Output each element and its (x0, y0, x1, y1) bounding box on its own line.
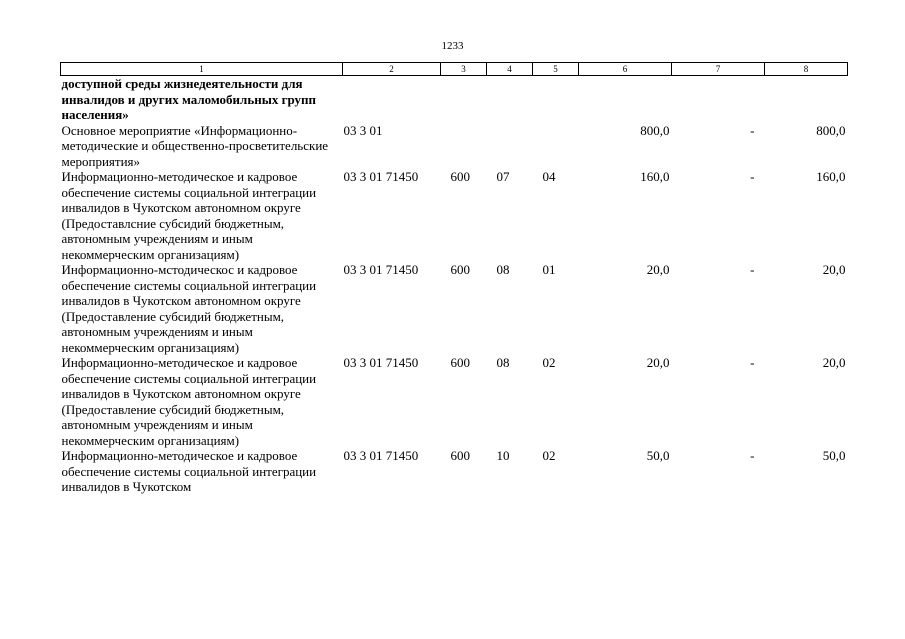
row-col-5: 02 (542, 355, 556, 370)
row-code: 03 3 01 71450 (343, 355, 419, 370)
row-name: Основное мероприятие «Информационно-методические и общественно-просветительские мероприятия» (61, 122, 329, 169)
header-col-5: 5 (533, 63, 579, 76)
row-col-3: 600 (450, 448, 470, 463)
row-col-7: - (750, 355, 755, 370)
row-code: 03 3 01 71450 (343, 169, 419, 184)
row-col-8: 20,0 (822, 355, 846, 370)
row-name: доступной среды жизнедеятельности для инвалидов и других маломобильных групп населения» (61, 76, 317, 122)
page-number: 1233 (441, 40, 464, 52)
budget-table (60, 62, 848, 495)
row-col-6: 800,0 (640, 122, 670, 138)
row-col-6 (579, 76, 672, 123)
row-col-7: - (750, 122, 755, 138)
row-col-4: 08 (496, 262, 510, 277)
row-name: Информационно-методическое и кадровое обеспечение системы социальной интеграции инвалидов в Чукотском автономном округе (Предоставлсние субсидий бюджетным, автономным учреждениям и иным некоммерческим организациям) (61, 169, 317, 262)
table-body (61, 76, 848, 495)
header-col-2: 2 (343, 63, 441, 76)
row-col-5: 04 (542, 169, 556, 184)
row-col-4 (487, 76, 533, 123)
row-col-8: 50,0 (822, 448, 846, 463)
row-col-6: 20,0 (646, 355, 670, 370)
table-row (61, 169, 848, 262)
row-col-5 (533, 123, 579, 170)
row-col-5: 02 (542, 448, 556, 463)
row-col-8: 800,0 (816, 122, 846, 138)
row-col-3: 600 (450, 355, 470, 370)
table-row (61, 262, 848, 355)
table-row (61, 76, 848, 123)
row-col-8: 20,0 (822, 262, 846, 277)
row-col-3 (441, 76, 487, 123)
row-col-5 (533, 76, 579, 123)
row-col-4: 08 (496, 355, 510, 370)
row-col-4: 10 (496, 448, 510, 463)
header-col-7: 7 (672, 63, 765, 76)
row-col-4 (487, 123, 533, 170)
header-col-6: 6 (579, 63, 672, 76)
row-name: Информационно-методическое и кадровое обеспечение системы социальной интеграции инвалидов в Чукотском автономном округе (Предоставление субсидий бюджетным, автономным учреждениям и иным некоммерческим организациям) (61, 355, 317, 448)
row-col-7: - (750, 169, 755, 184)
header-col-8: 8 (765, 63, 848, 76)
row-col-7: - (750, 448, 755, 463)
header-col-1: 1 (61, 63, 343, 76)
header-col-4: 4 (487, 63, 533, 76)
table-row (61, 355, 848, 448)
row-name: Информационно-методическое и кадровое обеспечение системы социальной интеграции инвалидов в Чукотском (61, 448, 317, 494)
table-header (61, 63, 848, 76)
row-col-6: 20,0 (646, 262, 670, 277)
row-col-6: 160,0 (640, 169, 670, 184)
row-col-8 (765, 76, 848, 123)
row-col-4: 07 (496, 169, 510, 184)
row-col-3: 600 (450, 262, 470, 277)
row-col-5: 01 (542, 262, 556, 277)
table-row (61, 123, 848, 170)
row-col-8: 160,0 (816, 169, 846, 184)
table-row (61, 448, 848, 495)
row-code: 03 3 01 71450 (343, 262, 419, 277)
row-code (343, 76, 441, 123)
row-col-7 (672, 76, 765, 123)
row-name: Информационно-мстодическос и кадровое обеспечение системы социальной интеграции инвалидов в Чукотском автономном округе (Предоставление субсидий бюджетным, автономным учреждениям и иным некоммерческим организациям) (61, 262, 317, 355)
row-code: 03 3 01 71450 (343, 448, 419, 463)
row-col-6: 50,0 (646, 448, 670, 463)
row-col-7: - (750, 262, 755, 277)
header-col-3: 3 (441, 63, 487, 76)
row-col-3 (441, 123, 487, 170)
row-col-3: 600 (450, 169, 470, 184)
row-code: 03 3 01 (343, 122, 383, 138)
